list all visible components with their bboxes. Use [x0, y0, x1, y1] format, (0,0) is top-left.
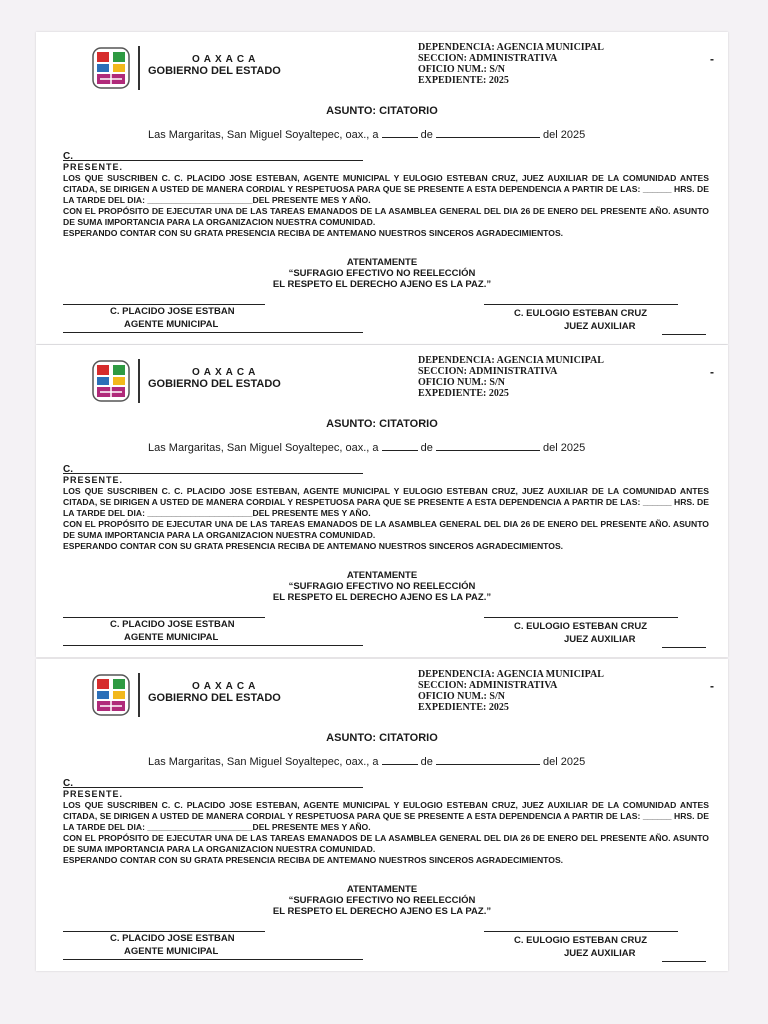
left-bottom-line — [63, 645, 363, 646]
state-name: OAXACA — [192, 54, 260, 65]
body-paragraph-2: CON EL PROPÓSITO DE EJECUTAR UNA DE LAS TAREAS EMANADOS DE LA ASAMBLEA GENERAL DEL DIA 26 DE ENERO DEL PRESENTE AÑO. ASUNTO DE SUMA IMPORTANCIA PARA LA ORGANIZACION NUESTRA COMUNIDAD. — [63, 206, 709, 227]
body-paragraph-2: CON EL PROPÓSITO DE EJECUTAR UNA DE LAS TAREAS EMANADOS DE LA ASAMBLEA GENERAL DEL DIA 26 DE ENERO DEL PRESENTE AÑO. ASUNTO DE SUMA IMPORTANCIA PARA LA ORGANIZACION NUESTRA COMUNIDAD. — [63, 519, 709, 540]
oficio-line: OFICIO NUM.: S/N — [418, 691, 505, 702]
oaxaca-emblem-icon — [92, 46, 130, 90]
tick-mark: - — [710, 679, 714, 693]
atentamente-label: ATENTAMENTE — [346, 570, 418, 581]
motto-line-1: “SUFRAGIO EFECTIVO NO REELECCIÓN — [288, 581, 476, 592]
month-blank[interactable] — [436, 755, 540, 765]
right-signer-name: C. EULOGIO ESTEBAN CRUZ — [514, 621, 648, 632]
de-label: de — [420, 129, 433, 141]
body-paragraph-2: CON EL PROPÓSITO DE EJECUTAR UNA DE LAS TAREAS EMANADOS DE LA ASAMBLEA GENERAL DEL DIA 26 DE ENERO DEL PRESENTE AÑO. ASUNTO DE SUMA IMPORTANCIA PARA LA ORGANIZACION NUESTRA COMUNIDAD. — [63, 833, 709, 854]
dependencia-line: DEPENDENCIA: AGENCIA MUNICIPAL — [418, 669, 604, 680]
place-date-line — [148, 441, 585, 454]
letter-body — [63, 486, 709, 552]
dependencia-line: DEPENDENCIA: AGENCIA MUNICIPAL — [418, 355, 604, 366]
motto-line-1: “SUFRAGIO EFECTIVO NO REELECCIÓN — [288, 895, 476, 906]
de-label: de — [420, 756, 433, 768]
body-paragraph-3: ESPERANDO CONTAR CON SU GRATA PRESENCIA RECIBA DE ANTEMANO NUESTROS SINCEROS AGRADECIMIENTOS. — [63, 855, 564, 865]
recipient-label: C. — [63, 151, 73, 162]
oficio-line: OFICIO NUM.: S/N — [418, 377, 505, 388]
expediente-line: EXPEDIENTE: 2025 — [418, 75, 509, 86]
letter-body — [63, 173, 709, 239]
government-name: GOBIERNO DEL ESTADO — [148, 378, 281, 390]
day-blank[interactable] — [382, 755, 418, 765]
place-date-line — [148, 128, 585, 141]
de-label: de — [420, 442, 433, 454]
right-bottom-line — [662, 647, 706, 648]
motto-line-2: EL RESPETO EL DERECHO AJENO ES LA PAZ.” — [272, 279, 492, 290]
closing-block — [36, 884, 728, 917]
left-bottom-line — [63, 959, 363, 960]
subject-title: ASUNTO: CITATORIO — [326, 732, 438, 744]
left-signer-name: C. PLACIDO JOSE ESTBAN — [110, 933, 235, 944]
right-signature-line[interactable] — [484, 304, 678, 305]
body-paragraph-1: LOS QUE SUSCRIBEN C. C. PLACIDO JOSE ESTEBAN, AGENTE MUNICIPAL Y EULOGIO ESTEBAN CRUZ, JUEZ AUXILIAR DE LA COMUNIDAD ANTES CITADA, SE DIRIGEN A USTED DE MANERA CORDIAL Y RESPETUOSA PARA QUE SE PRESENTE A ESTA DEPENDENCIA A PARTIR DE LAS: ______ HRS. DE LA TARDE DEL DIA: ______________________DEL PRESENTE MES Y AÑO. — [63, 486, 709, 518]
recipient-blank[interactable] — [63, 473, 363, 474]
presente-label: PRESENTE. — [63, 789, 124, 799]
logo-divider — [138, 359, 140, 403]
citatorio-form — [36, 32, 728, 344]
citatorio-form — [36, 659, 728, 971]
place-prefix: Las Margaritas, San Miguel Soyaltepec, oax., a — [148, 129, 379, 141]
right-signer-name: C. EULOGIO ESTEBAN CRUZ — [514, 308, 648, 319]
right-bottom-line — [662, 334, 706, 335]
left-signature-line[interactable] — [63, 931, 265, 932]
left-signature-line[interactable] — [63, 304, 265, 305]
presente-label: PRESENTE. — [63, 162, 124, 172]
year-suffix: del 2025 — [543, 756, 586, 768]
oaxaca-emblem-icon — [92, 673, 130, 717]
dependency-block — [418, 355, 604, 399]
oaxaca-emblem-icon — [92, 359, 130, 403]
logo-divider — [138, 46, 140, 90]
body-paragraph-1: LOS QUE SUSCRIBEN C. C. PLACIDO JOSE ESTEBAN, AGENTE MUNICIPAL Y EULOGIO ESTEBAN CRUZ, JUEZ AUXILIAR DE LA COMUNIDAD ANTES CITADA, SE DIRIGEN A USTED DE MANERA CORDIAL Y RESPETUOSA PARA QUE SE PRESENTE A ESTA DEPENDENCIA A PARTIR DE LAS: ______ HRS. DE LA TARDE DEL DIA: ______________________DEL PRESENTE MES Y AÑO. — [63, 800, 709, 832]
motto-line-2: EL RESPETO EL DERECHO AJENO ES LA PAZ.” — [272, 906, 492, 917]
subject-title: ASUNTO: CITATORIO — [326, 418, 438, 430]
year-suffix: del 2025 — [543, 129, 586, 141]
right-signer-role: JUEZ AUXILIAR — [564, 634, 636, 645]
tick-mark: - — [710, 52, 714, 66]
logo-divider — [138, 673, 140, 717]
place-prefix: Las Margaritas, San Miguel Soyaltepec, oax., a — [148, 756, 379, 768]
left-signature-line[interactable] — [63, 617, 265, 618]
state-name: OAXACA — [192, 681, 260, 692]
year-suffix: del 2025 — [543, 442, 586, 454]
day-blank[interactable] — [382, 128, 418, 138]
recipient-label: C. — [63, 778, 73, 789]
right-signature-line[interactable] — [484, 617, 678, 618]
dependency-block — [418, 669, 604, 713]
right-signature-line[interactable] — [484, 931, 678, 932]
left-signer-role: AGENTE MUNICIPAL — [124, 319, 219, 330]
recipient-label: C. — [63, 464, 73, 475]
dependency-block — [418, 42, 604, 86]
recipient-blank[interactable] — [63, 160, 363, 161]
government-name: GOBIERNO DEL ESTADO — [148, 692, 281, 704]
day-blank[interactable] — [382, 441, 418, 451]
body-paragraph-1: LOS QUE SUSCRIBEN C. C. PLACIDO JOSE ESTEBAN, AGENTE MUNICIPAL Y EULOGIO ESTEBAN CRUZ, JUEZ AUXILIAR DE LA COMUNIDAD ANTES CITADA, SE DIRIGEN A USTED DE MANERA CORDIAL Y RESPETUOSA PARA QUE SE PRESENTE A ESTA DEPENDENCIA A PARTIR DE LAS: ______ HRS. DE LA TARDE DEL DIA: ______________________DEL PRESENTE MES Y AÑO. — [63, 173, 709, 205]
tick-mark: - — [710, 365, 714, 379]
left-signer-name: C. PLACIDO JOSE ESTBAN — [110, 306, 235, 317]
left-signer-role: AGENTE MUNICIPAL — [124, 946, 219, 957]
right-signer-role: JUEZ AUXILIAR — [564, 948, 636, 959]
seccion-line: SECCION: ADMINISTRATIVA — [418, 53, 558, 64]
subject-title: ASUNTO: CITATORIO — [326, 105, 438, 117]
letter-body — [63, 800, 709, 866]
right-signer-role: JUEZ AUXILIAR — [564, 321, 636, 332]
body-paragraph-3: ESPERANDO CONTAR CON SU GRATA PRESENCIA RECIBA DE ANTEMANO NUESTROS SINCEROS AGRADECIMIENTOS. — [63, 228, 564, 238]
seccion-line: SECCION: ADMINISTRATIVA — [418, 680, 558, 691]
motto-line-1: “SUFRAGIO EFECTIVO NO REELECCIÓN — [288, 268, 476, 279]
left-bottom-line — [63, 332, 363, 333]
closing-block — [36, 257, 728, 290]
oficio-line: OFICIO NUM.: S/N — [418, 64, 505, 75]
dependencia-line: DEPENDENCIA: AGENCIA MUNICIPAL — [418, 42, 604, 53]
place-date-line — [148, 755, 585, 768]
atentamente-label: ATENTAMENTE — [346, 257, 418, 268]
state-name: OAXACA — [192, 367, 260, 378]
month-blank[interactable] — [436, 441, 540, 451]
seccion-line: SECCION: ADMINISTRATIVA — [418, 366, 558, 377]
month-blank[interactable] — [436, 128, 540, 138]
right-bottom-line — [662, 961, 706, 962]
body-paragraph-3: ESPERANDO CONTAR CON SU GRATA PRESENCIA RECIBA DE ANTEMANO NUESTROS SINCEROS AGRADECIMIENTOS. — [63, 541, 564, 551]
left-signer-role: AGENTE MUNICIPAL — [124, 632, 219, 643]
place-prefix: Las Margaritas, San Miguel Soyaltepec, oax., a — [148, 442, 379, 454]
presente-label: PRESENTE. — [63, 475, 124, 485]
expediente-line: EXPEDIENTE: 2025 — [418, 388, 509, 399]
motto-line-2: EL RESPETO EL DERECHO AJENO ES LA PAZ.” — [272, 592, 492, 603]
recipient-blank[interactable] — [63, 787, 363, 788]
atentamente-label: ATENTAMENTE — [346, 884, 418, 895]
expediente-line: EXPEDIENTE: 2025 — [418, 702, 509, 713]
right-signer-name: C. EULOGIO ESTEBAN CRUZ — [514, 935, 648, 946]
closing-block — [36, 570, 728, 603]
citatorio-form — [36, 345, 728, 657]
left-signer-name: C. PLACIDO JOSE ESTBAN — [110, 619, 235, 630]
government-name: GOBIERNO DEL ESTADO — [148, 65, 281, 77]
